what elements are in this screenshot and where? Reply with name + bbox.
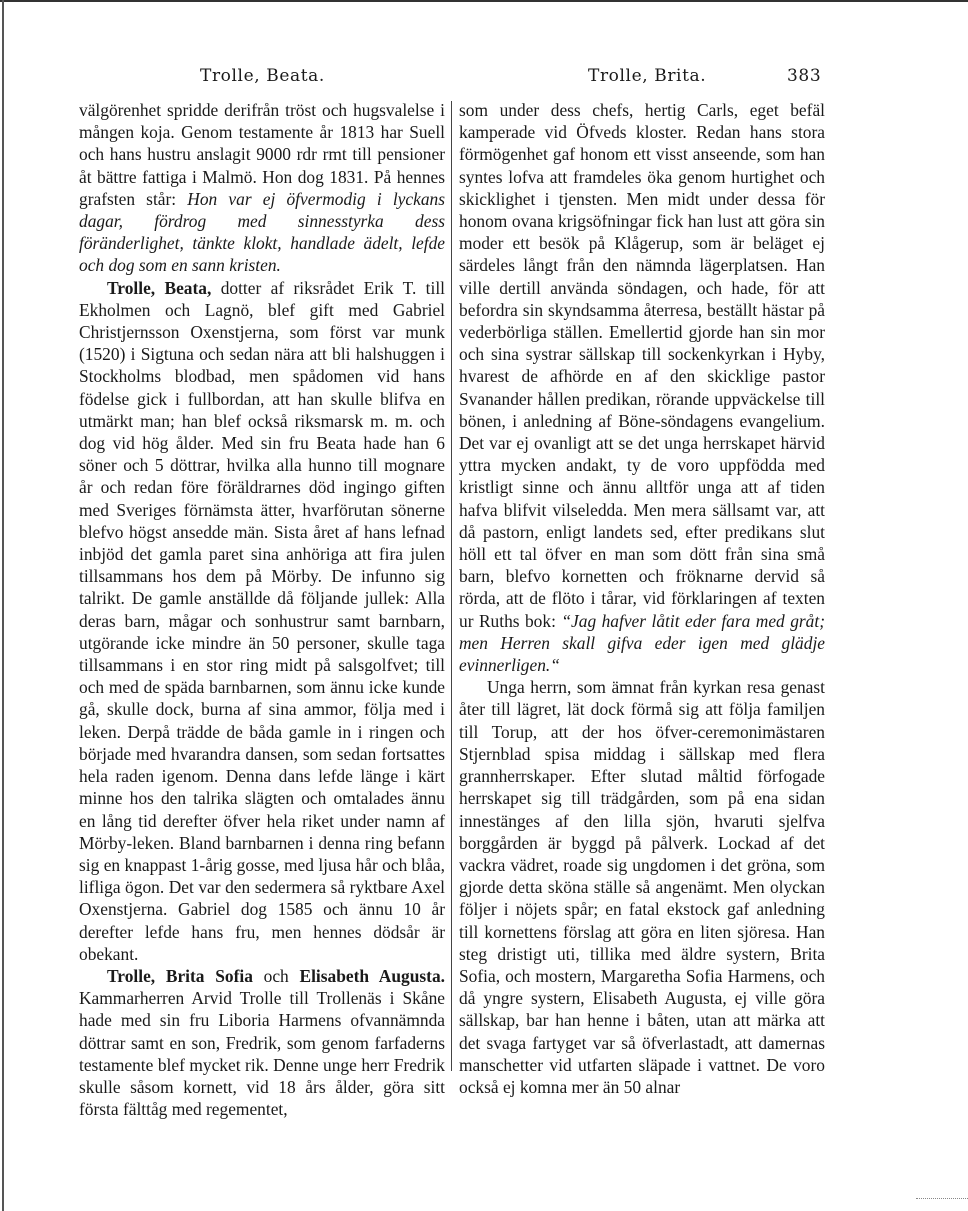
bible-quote: “Jag hafver låtit eder fara med gråt; men Herren skall gifva eder igen med glädje evinnerligen.“ [459, 610, 825, 676]
paragraph-boating [459, 676, 825, 1098]
running-header-left: Trolle, Beata. [200, 66, 325, 86]
entry-trolle-beata [79, 277, 445, 965]
entry-conjunction: och [252, 965, 300, 986]
page-number: 383 [787, 66, 822, 86]
paragraph-suell-ending [79, 99, 445, 277]
entry-text: dotter af riksrådet Erik T. till Ekholmen och Lagnö, blef gift med Gabriel Christjernsson Oxenstjerna, som först var munk (1520) i Sigtuna och sedan nära att bli halshuggen i Stockholms blodbad, men spådomen vid hans födelse gick i fullbordan, att han skulle blifva en utmärkt man; han blef också riksmarsk m. m. och dog vid hög ålder. Med sin fru Beata hade han 6 söner och 5 döttrar, hvilka alla hunno till mognare år och redan före föräldrarnes död ingingo giften med Sveriges förnämsta ätter, hvarförutan sönerne blefvo högst ansedde män. Sista året af hans lefnad inbjöd det gamla paret sina anhöriga att fira julen tillsammans hos dem på Mörby. De infunno sig talrikt. De gamle anställde då följande jullek: Alla deras barn, mågar och sonhustrur samt barnbarn, utgörande icke mindre än 50 personer, skulle taga tillsammans i en stor ring midt på salsgolfvet; till och med de späda barnbarnen, som ännu icke kunde gå, skulle dock, burna af sina ammor, följa med i leken. Derpå trädde de båda gamle in i ringen och började med hvarandra dansen, som sedan fortsattes hela raden igenom. Denna dans lefde länge i kärt minne hos den talrika slägten och omtalades ännu en lång tid derefter öfver hela riket under namn af Mörby-leken. Bland barnbarnen i denna ring befann sig en knappast 1-årig gosse, med ljusa hår och blåa, lifliga ögon. Det var den sedermera så ryktbare Axel Oxenstjerna. Gabriel dog 1585 och ännu 10 år derefter lefde hans fru, men hennes dödsår är obekant. [79, 277, 445, 964]
left-column [79, 99, 445, 1120]
entry-text: Kammarherren Arvid Trolle till Trollenäs i Skåne hade med sin fru Liboria Harmens ofvannämnda döttrar samt en son, Fredrik, som genom farfaderns testamente blef mycket rik. Denne unge herr Fredrik skulle såsom kornett, vid 18 års ålder, göra sitt första fälttåg med regementet, [79, 988, 445, 1120]
paragraph-continuation [459, 99, 825, 676]
scan-top-edge [0, 0, 968, 2]
entry-heading: Trolle, Beata, [107, 277, 212, 298]
scan-artifact [916, 1198, 968, 1200]
scan-left-edge [2, 0, 4, 1211]
entry-trolle-brita-sofia [79, 965, 445, 1120]
right-column [459, 99, 825, 1098]
grave-inscription: Hon var ej öfvermodig i lyckans dagar, fördrog med sinnesstyrka dess föränderlighet, tänkte klokt, handlade ädelt, lefde och dog som en sann kristen. [79, 188, 446, 276]
running-header-right: Trolle, Brita. [588, 66, 707, 86]
paragraph-text: Unga herrn, som ämnat från kyrkan resa genast åter till lägret, lät dock förmå sig att följa familjen till Torup, att der hos öfver-ceremonimästaren Stjernblad spisa middag i sällskap med flera grannherrskaper. Efter slutad måltid förfogade herrskapet sig till trädgården, som på ena sidan innestänges af den lilla sjön, hvaruti sjelfva borggården är byggd på pålverk. Lockad af det vackra vädret, roade sig ungdomen i det gröna, som gjorde detta sköna ställe så angenämt. Men olyckan följer i nöjets spår; en fatal ekstock gaf anledning till kornettens förslag att göra en liten sjöresa. Han steg dristigt uti, tillika med äldre systern, Brita Sofia, och mostern, Margaretha Sofia Harmens, och då yngre systern, Elisabeth Augusta, ej ville göra sällskap, bar han henne i båten, utan att märka att det svaga fartyget var så öfverlastadt, att damernas manschetter vid utfarten släpade i vattnet. De voro också ej komna mer än 50 alnar [459, 677, 825, 1097]
entry-heading-second: Elisabeth Augusta. [299, 965, 446, 986]
paragraph-text: välgörenhet spridde derifrån tröst och hugsvalelse i mången koja. Genom testamente år 1813 har Suell och hans hustru anslagit 9000 rdr rmt till pensioner åt bättre fattiga i Malmö. Hon dog 1831. På hennes grafsten står: [79, 100, 445, 209]
column-divider [451, 101, 452, 1071]
entry-heading: Trolle, Brita Sofia [107, 965, 253, 986]
paragraph-text: som under dess chefs, hertig Carls, eget befäl kamperade vid Öfveds kloster. Redan hans stora förmögenhet gaf honom ett visst anseende, som han syntes lofva att framdeles öka genom hurtighet och skicklighet i tjensten. Men midt under dessa för honom ovana krigsöfningar fick han lust att göra sin moder ett besök på Klågerup, som är beläget ej särdeles långt från den nämnda lägerplatsen. Han ville dertill använda söndagen, och hade, för att befordra sin skyndsamma återresa, beställt hästar på vederbörliga ställen. Emellertid gjorde han sin mor och sina systrar sällskap till sockenkyrkan i Hyby, hvarest de afhörde en af den skicklige pastor Svanander hållen predikan, rörande uppväckelse till bönen, i anledning af Böne-söndagens evangelium. Det var ej ovanligt att se det unga herrskapet härvid yttra mycken andakt, ty de voro uppfödda med kristligt sinne och ännu alltför unga att af tiden hafva blifvit vilseledda. Men mera sällsamt var, att då pastorn, enligt landets sed, efter predikans slut höll ett tal öfver en man som dött från sina små barn, blefvo kornetten och fröknarne dervid så rörda, att de flöto i tårar, vid förklaringen af texten ur Ruths bok: [459, 100, 825, 631]
